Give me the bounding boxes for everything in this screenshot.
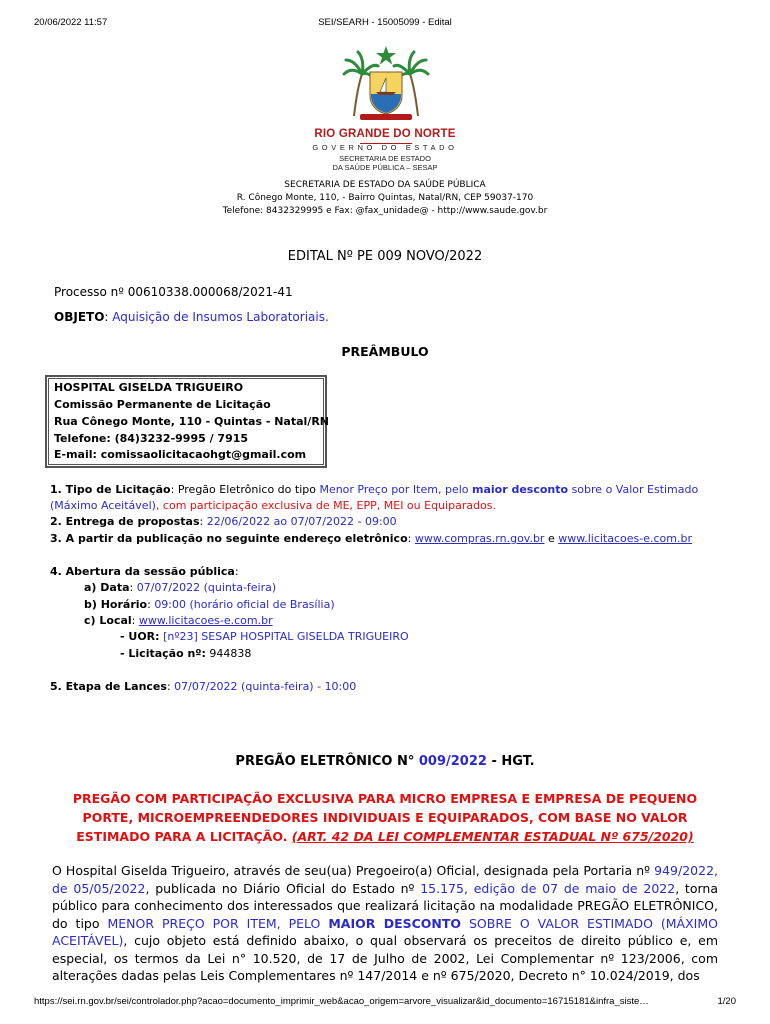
print-url: https://sei.rn.gov.br/sei/controlador.php?acao=documento_imprimir_web&acao_origem=arvore_visualizar&id_documento=16715181&infra_siste… <box>34 996 649 1007</box>
uor-value: [nº23] SESAP HOSPITAL GISELDA TRIGUEIRO <box>163 630 409 643</box>
item-3-label: 3. A partir da publicação no seguinte endereço eletrônico <box>50 532 408 545</box>
item-3-and: e <box>544 532 559 545</box>
document-title: EDITAL Nº PE 009 NOVO/2022 <box>287 249 483 264</box>
hospital-commission: Comissão Permanente de Licitação <box>54 398 271 411</box>
print-title: SEI/SEARH - 15005099 - Edital <box>318 17 452 28</box>
item-2-value: 22/06/2022 ao 07/07/2022 - 09:00 <box>206 515 397 528</box>
print-page-number: 1/20 <box>717 996 736 1007</box>
item-1-label: 1. Tipo de Licitação <box>50 483 171 496</box>
objeto-value: Aquisição de Insumos Laboratoriais. <box>112 310 329 324</box>
item-4a-label: a) Data <box>84 581 130 594</box>
item-1-line2 <box>50 499 496 512</box>
item-5-value: 07/07/2022 (quinta-feira) - 10:00 <box>174 680 357 693</box>
print-datetime: 20/06/2022 11:57 <box>34 17 108 28</box>
logo-state-name: RIO GRANDE DO NORTE <box>314 128 456 140</box>
item-2-line: 2. Entrega de propostas: 22/06/2022 ao 07/07/2022 - 09:00 <box>50 515 397 528</box>
item-3-line: 3. A partir da publicação no seguinte endereço eletrônico: www.compras.rn.gov.br e www.licitacoes-e.com.br <box>50 532 692 545</box>
exclusive-notice-line1: PREGÃO COM PARTICIPAÇÃO EXCLUSIVA PARA MICRO EMPRESA E EMPRESA DE PEQUENO <box>72 791 698 806</box>
intro-paragraph <box>52 862 718 985</box>
preambulo-heading: PREÂMBULO <box>341 344 429 359</box>
exclusive-notice-law: (ART. 42 DA LEI COMPLEMENTAR ESTADUAL Nº 675/2020) <box>291 829 694 844</box>
item-4-line: 4. Abertura da sessão pública: <box>50 565 239 578</box>
item-4b-value: 09:00 (horário oficial de Brasília) <box>154 598 335 611</box>
intro-text-3: , torna público para conhecimento dos interessados que realizará licitação na modalidade PREGÃO ELETRÔNICO, do tipo <box>52 880 718 931</box>
licitacoes-e-link[interactable]: www.licitacoes-e.com.br <box>558 532 692 545</box>
intro-text-1: O Hospital Giselda Trigueiro, através de seu(ua) Pregoeiro(a) Oficial, designada pela Portaria nº <box>52 863 655 878</box>
logo-secretariat-line2: DA SAÚDE PÚBLICA – SESAP <box>332 163 438 172</box>
objeto-label: OBJETO <box>54 310 105 324</box>
compras-rn-link[interactable]: www.compras.rn.gov.br <box>414 532 545 545</box>
hospital-email: E-mail: comissaolicitacaohgt@gmail.com <box>54 448 307 461</box>
item-1-exclusive: , com participação exclusiva de ME, EPP, MEI ou Equiparados. <box>155 499 497 512</box>
intro-type: MENOR PREÇO POR ITEM, PELO <box>107 915 329 931</box>
header-org: SECRETARIA DE ESTADO DA SAÚDE PÚBLICA <box>284 180 486 190</box>
pregao-number: 009/2022 <box>418 754 487 769</box>
uor-line <box>120 630 409 643</box>
pregao-heading <box>0 754 770 769</box>
item-1-criterion: maior desconto <box>472 483 569 496</box>
pregao-suffix: - HGT. <box>486 754 535 769</box>
intro-portaria: 949/2022, de 05/05/2022 <box>52 863 718 896</box>
logo-secretariat <box>0 154 770 172</box>
intro-criterion: MAIOR DESCONTO <box>328 915 462 931</box>
item-5-line: 5. Etapa de Lances: 07/07/2022 (quinta-feira) - 10:00 <box>50 680 357 693</box>
item-4c-label: c) Local <box>84 614 132 627</box>
item-4a-value: 07/07/2022 (quinta-feira) <box>136 581 277 594</box>
licitacao-value: 944838 <box>209 647 252 660</box>
coat-of-arms-logo <box>340 44 432 124</box>
item-2-label: 2. Entrega de propostas <box>50 515 200 528</box>
processo-number: Processo nº 00610338.000068/2021-41 <box>54 285 293 299</box>
item-4b-label: b) Horário <box>84 598 148 611</box>
logo-secretariat-line1: SECRETARIA DE ESTADO <box>339 154 431 163</box>
hospital-address: Rua Cônego Monte, 110 - Quintas - Natal/RN <box>54 415 329 428</box>
print-header <box>0 17 770 31</box>
exclusive-notice-line2: PORTE, MICROEMPREENDEDORES INDIVIDUAIS E EQUIPARADOS, COM BASE NO VALOR <box>82 810 688 825</box>
session-location-link[interactable]: www.licitacoes-e.com.br <box>138 614 273 627</box>
intro-estimate: SOBRE O VALOR ESTIMADO (MÁXIMO ACEITÁVEL) <box>52 915 718 948</box>
licitacao-line <box>120 647 251 660</box>
intro-text-4: , cujo objeto está definido abaixo, o qual observará os preceitos de direito público e, em especial, os termos da Lei n° 10.520, de 17 de Julho de 2002, Lei Complementar nº 123/2006, com alterações dadas pelas Leis Complementares nº 147/2014 e nº 675/2020, Decreto n° 10.024/2019, dos <box>52 933 718 983</box>
intro-text-2: , publicada no Diário Oficial do Estado nº <box>145 880 421 896</box>
logo-government: GOVERNO DO ESTADO <box>312 143 458 152</box>
item-4b-line: b) Horário: 09:00 (horário oficial de Brasília) <box>84 598 335 611</box>
item-1-text-a: : Pregão Eletrônico do tipo <box>170 483 320 496</box>
hospital-info-box <box>45 375 327 468</box>
item-5-label: 5. Etapa de Lances <box>50 680 167 693</box>
item-1-estimate: sobre o Valor Estimado <box>568 483 699 496</box>
item-4a-line: a) Data: 07/07/2022 (quinta-feira) <box>84 581 277 594</box>
pregao-prefix: PREGÃO ELETRÔNICO N° <box>235 754 419 769</box>
item-1-max: (Máximo Aceitável) <box>50 499 156 512</box>
hospital-phone: Telefone: (84)3232-9995 / 7915 <box>54 432 249 445</box>
item-1-type: Menor Preço por Item, pelo <box>319 483 472 496</box>
exclusive-notice-text: ESTIMADO PARA A LICITAÇÃO. <box>76 829 292 844</box>
licitacao-label: - Licitação nº: <box>120 647 206 660</box>
intro-diario: 15.175, edição de 07 de maio de 2022 <box>420 880 676 896</box>
uor-label: - UOR: <box>120 630 160 643</box>
header-contact: Telefone: 8432329995 e Fax: @fax_unidade@ - http://www.saude.gov.br <box>222 206 548 216</box>
item-4c-line: c) Local: www.licitacoes-e.com.br <box>84 614 273 627</box>
item-1-line1 <box>50 483 698 496</box>
objeto-line: OBJETO: Aquisição de Insumos Laboratoriais. <box>54 310 329 324</box>
exclusive-notice-line3 <box>0 829 770 844</box>
header-address: R. Cônego Monte, 110, - Bairro Quintas, Natal/RN, CEP 59037-170 <box>236 193 534 203</box>
item-4-label: 4. Abertura da sessão pública <box>50 565 235 578</box>
hospital-name: HOSPITAL GISELDA TRIGUEIRO <box>54 381 244 394</box>
